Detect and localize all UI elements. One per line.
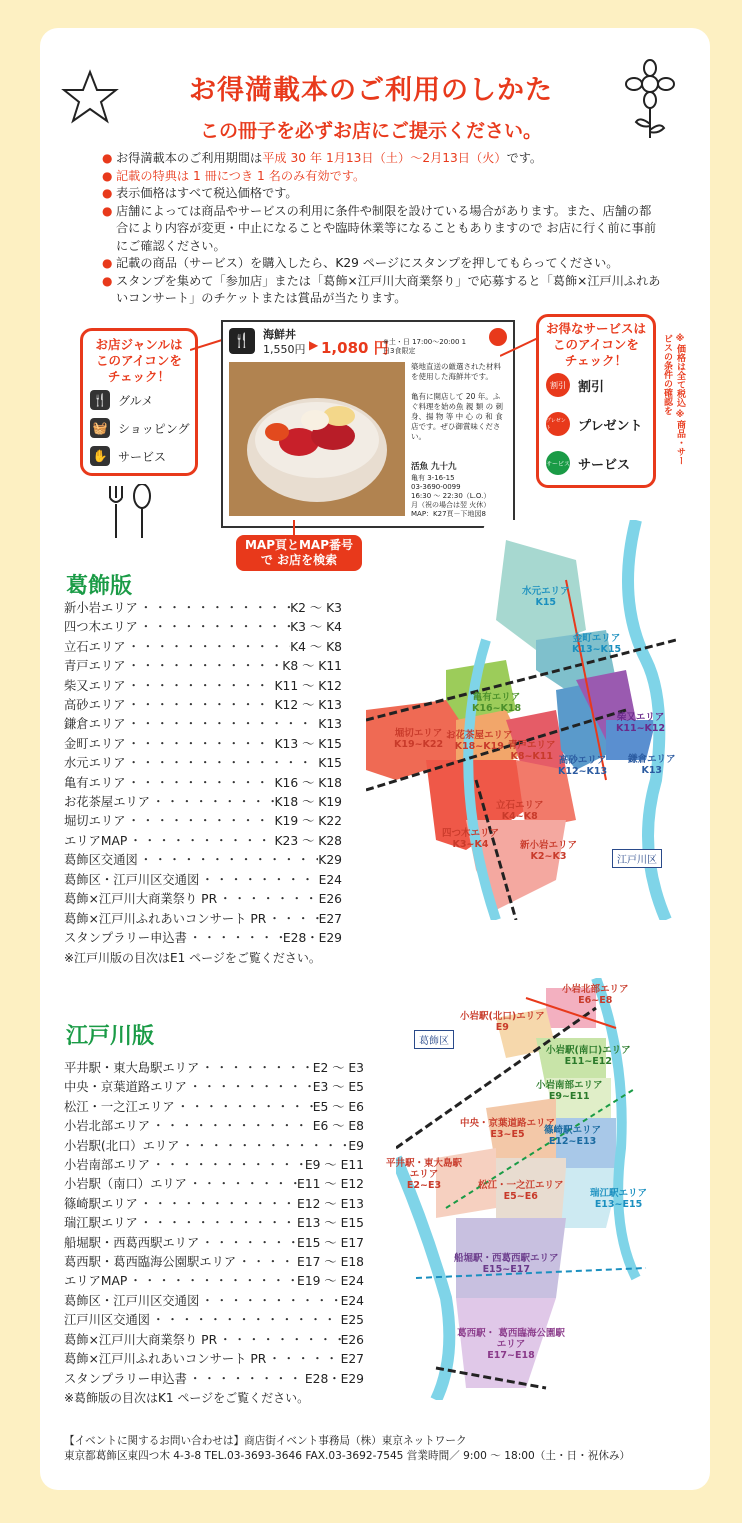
map-area-label: 高砂エリア K12~K13 (558, 755, 608, 777)
toc-page: E11 ～ E12 (297, 1177, 364, 1192)
katsushika-title: 葛飾版 (66, 574, 133, 599)
toc-dots (126, 638, 291, 657)
toc-dots (150, 1311, 340, 1330)
toc-page: E25 (340, 1313, 364, 1328)
edogawa-ward-badge: 江戸川区 (612, 849, 662, 868)
toc-label: 江戸川区交通図 (64, 1313, 151, 1328)
pointer-line (284, 520, 304, 538)
toc-row (64, 1253, 364, 1272)
toc-dots (150, 793, 274, 812)
toc-row (64, 715, 342, 734)
toc-dots (138, 618, 290, 637)
toc-label: 葛飾×江戸川ふれあいコンサート PR (64, 911, 267, 926)
toc-row (64, 1214, 364, 1233)
toc-dots (175, 1098, 313, 1117)
map-area-label: 瑞江駅エリア E13~E15 (590, 1188, 648, 1210)
map-area-label: 中央・京葉道路エリア E3~E5 (460, 1118, 556, 1140)
toc-row (64, 1059, 364, 1078)
kaisendon-photo (229, 362, 405, 516)
hand-heart-icon: ✋ (90, 446, 110, 466)
toc-page: K18 ～ K19 (274, 795, 342, 810)
toc-dots (217, 890, 318, 909)
map-area-label: 松江・一之江エリア E5~E6 (478, 1180, 564, 1202)
sample-old-price: 1,550円 (263, 343, 306, 356)
toc-row (64, 1195, 364, 1214)
toc-row (64, 677, 342, 696)
toc-dots (179, 1137, 348, 1156)
toc-row (64, 1234, 364, 1253)
edogawa-toc (64, 1059, 364, 1389)
toc-page: E3 ～ E5 (312, 1080, 364, 1095)
toc-page: E19 ～ E24 (297, 1274, 364, 1289)
toc-label: 新小岩エリア (64, 601, 138, 615)
toc-label: 中央・京葉道路エリア (64, 1080, 187, 1095)
toc-row (64, 851, 342, 870)
toc-page: K16 ～ K18 (274, 775, 342, 790)
sample-dish: 海鮮丼 (263, 328, 296, 341)
toc-label: 小岩北部エリア (64, 1119, 151, 1134)
toc-dots (126, 715, 319, 734)
toc-dots (217, 1331, 340, 1350)
toc-dots (127, 832, 274, 851)
toc-label: 葛飾区交通図 (64, 853, 138, 868)
cutlery-doodle-icon (100, 484, 158, 540)
toc-row (64, 871, 342, 890)
toc-page: E26 (340, 1332, 364, 1347)
footer-line-2: 東京都葛飾区東四つ木 4-3-8 TEL.03-3693-3646 FAX.03-3692-7545 営業時間／ 9:00 ～ 18:00（土・日・祝休み） (64, 1450, 631, 1462)
footer-line-1: 【イベントに関するお問い合わせは】商店街イベント事務局（株）東京ネットワーク (64, 1435, 467, 1447)
map-area-label: 篠崎駅エリア E12~E13 (544, 1125, 602, 1147)
toc-dots (126, 754, 319, 773)
toc-page: E24 (318, 872, 342, 887)
toc-row (64, 599, 342, 618)
note-period: ● お得満載本のご利用期間は平成 30 年 1月13日（土）～2月13日（火）です。 (102, 150, 662, 168)
toc-dots (138, 1214, 297, 1233)
toc-dots (138, 599, 290, 618)
toc-label: スタンプラリー申込書 (64, 930, 187, 945)
legend-discount (546, 373, 604, 397)
toc-dots (126, 657, 283, 676)
toc-row (64, 735, 342, 754)
sample-hours: 16:30 ～ 22:30（L.O.） (411, 492, 491, 500)
toc-page: K19 ～ K22 (274, 814, 342, 829)
map-area-label: 四つ木エリア K3~K4 (442, 828, 500, 850)
toc-dots (266, 1350, 340, 1369)
note-prize: ● スタンプを集めて「参加店」または「葛飾×江戸川大商業祭り」で応募すると「葛飾×江戸川ふれあいコンサート」のチケットまたは賞品が当たります。 (102, 273, 662, 308)
katsushika-note: ※江戸川版の目次はE1 ページをご覧ください。 (64, 951, 321, 965)
toc-row (64, 1098, 364, 1117)
sample-shop: 活魚 九十九 (411, 462, 457, 472)
pointer-line (500, 336, 540, 360)
toc-row (64, 1350, 364, 1369)
sample-desc-1: 築地直送の厳選された材料を使用した海鮮丼です。 (411, 362, 501, 381)
genre-bubble-title: お店ジャンルは このアイコンを チェック！ (95, 337, 183, 384)
toc-label: 四つ木エリア (64, 620, 138, 635)
toc-page: K29 (318, 853, 342, 868)
toc-label: 立石エリア (64, 639, 126, 654)
map-area-label: 亀有エリア K16~K18 (472, 692, 522, 714)
toc-dots (199, 1292, 340, 1311)
toc-label: 瑞江駅エリア (64, 1216, 138, 1231)
note-conditions: ● 店舗によっては商品やサービスの利用に条件や制限を設けている場合があります。また、店舗の都合により内容が変更・中止になることや臨時休業等になることもありますので お店に行く前に事前にご確認ください。 (102, 203, 662, 256)
toc-label: 青戸エリア (64, 659, 126, 674)
toc-page: E5 ～ E6 (312, 1099, 364, 1114)
usage-notes (102, 150, 662, 308)
toc-label: 船堀駅・西葛西駅エリア (64, 1235, 200, 1250)
toc-row (64, 812, 342, 831)
basket-icon: 🧺 (90, 418, 110, 438)
toc-page: E12 ～ E13 (297, 1196, 364, 1211)
toc-row (64, 929, 342, 948)
toc-row (64, 657, 342, 676)
map-area-label: 小岩北部エリア E6~E8 (562, 984, 629, 1006)
toc-label: エリアMAP (64, 1274, 128, 1289)
legend-label: サービス (118, 449, 167, 464)
legend-label: サービス (578, 457, 631, 473)
toc-page: K4 ～ K8 (290, 639, 342, 654)
toc-row (64, 1117, 364, 1136)
map-area-label: 水元エリア K15 (522, 586, 570, 608)
footer-contact (64, 1434, 630, 1464)
toc-page: E27 (318, 911, 342, 926)
toc-label: スタンプラリー申込書 (64, 1371, 187, 1386)
toc-page: K13 ～ K15 (274, 736, 342, 751)
legend-label: グルメ (118, 393, 154, 408)
toc-page: E17 ～ E18 (297, 1255, 364, 1270)
map-search-tag: MAP頁とMAP番号で お店を検索 (236, 535, 362, 571)
toc-dots (126, 774, 275, 793)
toc-row (64, 1331, 364, 1350)
edogawa-title: 江戸川版 (66, 1024, 155, 1049)
sample-tel: 03-3690-0099 (411, 483, 461, 491)
toc-label: 葛飾×江戸川大商業祭り PR (64, 1332, 218, 1347)
map-area-label: 金町エリア K13~K15 (572, 633, 622, 655)
toc-row (64, 1370, 364, 1389)
sample-coupon-card (221, 320, 515, 528)
toc-label: お花茶屋エリア (64, 795, 151, 810)
map-area-label: お花茶屋エリア K18~K19 (446, 730, 513, 752)
page-title: お得満載本のご利用のしかた (189, 75, 553, 106)
toc-label: 小岩駅（南口）エリア (64, 1177, 187, 1192)
map-area-label: 新小岩エリア K2~K3 (520, 840, 578, 862)
present-badge-icon: プレゼント (546, 412, 570, 436)
map-area-label: 船堀駅・西葛西駅エリア E15~E17 (454, 1253, 559, 1275)
legend-label: ショッピング (118, 421, 190, 436)
sample-arrow-icon: ▶ (309, 338, 319, 352)
toc-dots (199, 871, 318, 890)
toc-dots (126, 677, 275, 696)
toc-row (64, 1156, 364, 1175)
map-area-label: 平井駅・東大島駅 エリア E2~E3 (385, 1158, 462, 1191)
toc-page: E2 ～ E3 (312, 1061, 364, 1075)
toc-page: E15 ～ E17 (297, 1235, 364, 1250)
toc-dots (187, 929, 283, 948)
note-tax: ● 表示価格はすべて税込価格です。 (102, 185, 662, 203)
toc-dots (266, 910, 318, 929)
toc-dots (138, 1195, 297, 1214)
service-bubble-title: お得なサービスは このアイコンを チェック！ (545, 321, 646, 368)
map-area-label: 小岩南部エリア E9~E11 (536, 1080, 603, 1102)
map-area-label: 青戸エリア K8~K11 (508, 740, 556, 762)
toc-row (64, 793, 342, 812)
toc-page: E24 (340, 1293, 364, 1308)
toc-dots (187, 1175, 297, 1194)
toc-label: 柴又エリア (64, 678, 126, 693)
toc-label: 亀有エリア (64, 775, 126, 790)
toc-row (64, 890, 342, 909)
toc-dots (126, 696, 275, 715)
legend-label: プレゼント (578, 418, 643, 434)
map-area-label: 堀切エリア K19~K22 (394, 728, 444, 750)
toc-dots (199, 1234, 297, 1253)
toc-page: K15 (318, 756, 342, 771)
toc-page: E13 ～ E15 (297, 1216, 364, 1231)
toc-page: K11 ～ K12 (274, 678, 342, 693)
sample-desc-2: 亀有に開店して 20 年。ふぐ料理を始め魚 親 類 の 刺 身、揚 物 等 中 心 の 和 食店です。ぜひ御賞味ください。 (411, 392, 504, 441)
toc-row (64, 1272, 364, 1291)
toc-label: 小岩南部エリア (64, 1158, 151, 1173)
toc-dots (138, 851, 318, 870)
toc-label: 松江・一之江エリア (64, 1099, 175, 1114)
edogawa-note: ※葛飾版の目次はK1 ページをご覧ください。 (64, 1391, 310, 1405)
legend-present (546, 412, 642, 436)
toc-label: 堀切エリア (64, 814, 126, 829)
toc-label: 水元エリア (64, 756, 126, 771)
toc-label: 鎌倉エリア (64, 717, 126, 732)
toc-page: E9 (348, 1138, 364, 1153)
sample-info (411, 474, 511, 519)
sample-map: MAP：K27頁－下地図8 (411, 510, 487, 518)
sample-limit: ※土・日 17:00～20:00 1日3食限定 (383, 338, 467, 355)
toc-row (64, 1078, 364, 1097)
sample-addr: 亀有 3-16-15 (411, 474, 455, 482)
fork-knife-icon: 🍴 (90, 390, 110, 410)
toc-label: 篠崎駅エリア (64, 1196, 138, 1211)
toc-row (64, 618, 342, 637)
toc-page: E28・E29 (304, 1371, 364, 1386)
toc-page: E9 ～ E11 (304, 1158, 364, 1173)
sample-new-price: 1,080 円 (321, 339, 389, 357)
toc-dots (150, 1156, 305, 1175)
toc-label: エリアMAP (64, 833, 128, 848)
toc-page: E27 (340, 1352, 364, 1367)
toc-dots (126, 735, 275, 754)
toc-row (64, 696, 342, 715)
toc-label: 葛飾×江戸川ふれあいコンサート PR (64, 1352, 267, 1367)
fork-knife-icon: 🍴 (229, 328, 255, 354)
toc-row (64, 774, 342, 793)
toc-label: 葛西駅・葛西臨海公園駅エリア (64, 1255, 237, 1270)
toc-dots (187, 1078, 313, 1097)
toc-page: K12 ～ K13 (274, 698, 342, 713)
service-badge-icon: サービス (546, 451, 570, 475)
discount-badge-icon: 割引 (546, 373, 570, 397)
map-area-label: 鎌倉エリア K13 (628, 754, 676, 776)
map-area-label: 立石エリア K4~K8 (496, 800, 544, 822)
toc-dots (127, 1272, 297, 1291)
toc-row (64, 1137, 364, 1156)
toc-dots (199, 1059, 312, 1078)
toc-row (64, 1311, 364, 1330)
page-subtitle: この冊子を必ずお店にご提示ください。 (199, 120, 542, 142)
toc-page: K8 ～ K11 (282, 659, 342, 674)
katsushika-ward-badge: 葛飾区 (414, 1030, 454, 1049)
toc-label: 平井駅・東大島駅エリア (64, 1061, 200, 1075)
toc-label: 葛飾区・江戸川区交通図 (64, 1293, 200, 1308)
toc-dots (236, 1253, 297, 1272)
sample-closed: 月（祝の場合は翌 火休） (411, 501, 491, 509)
toc-label: 高砂エリア (64, 698, 126, 713)
toc-label: 葛飾×江戸川大商業祭り PR (64, 892, 218, 907)
toc-page: K3 ～ K4 (290, 620, 342, 635)
toc-page: K13 (318, 717, 342, 732)
toc-page: E6 ～ E8 (312, 1119, 364, 1134)
toc-row (64, 910, 342, 929)
toc-dots (150, 1117, 313, 1136)
toc-label: 小岩駅(北口）エリア (64, 1138, 180, 1153)
toc-row (64, 1292, 364, 1311)
legend-shopping (90, 418, 190, 438)
toc-row (64, 832, 342, 851)
map-area-label: 小岩駅(北口)エリア E9 (460, 1011, 545, 1033)
legend-label: 割引 (578, 379, 605, 395)
pointer-line (190, 336, 224, 356)
katsushika-toc (64, 599, 342, 948)
toc-row (64, 754, 342, 773)
note-stamp: ● 記載の商品（サービス）を購入したら、K29 ページにスタンプを押してもらってください。 (102, 255, 662, 273)
legend-gourmet (90, 390, 153, 410)
map-area-label: 柴又エリア K11~K12 (616, 712, 666, 734)
toc-dots (187, 1370, 305, 1389)
toc-dots (126, 812, 275, 831)
toc-page: K23 ～ K28 (274, 833, 342, 848)
toc-page: K2 ～ K3 (290, 601, 342, 615)
legend-service-badge (546, 451, 630, 475)
legend-service (90, 446, 166, 466)
map-area-label: 小岩駅(南口)エリア E11~E12 (546, 1045, 631, 1067)
note-validity: ● 記載の特典は 1 冊につき 1 名のみ有効です。 (102, 168, 662, 186)
toc-row (64, 1175, 364, 1194)
toc-page: E28・E29 (282, 930, 342, 945)
toc-label: 金町エリア (64, 736, 126, 751)
toc-label: 葛飾区・江戸川区交通図 (64, 872, 200, 887)
toc-page: E26 (318, 892, 342, 907)
toc-row (64, 638, 342, 657)
price-side-note: ※価格は全て税込 ※商品・サービスの条件の確認を (662, 334, 685, 466)
map-area-label: 葛西駅・ 葛西臨海公園駅エリア E17~E18 (457, 1328, 565, 1361)
